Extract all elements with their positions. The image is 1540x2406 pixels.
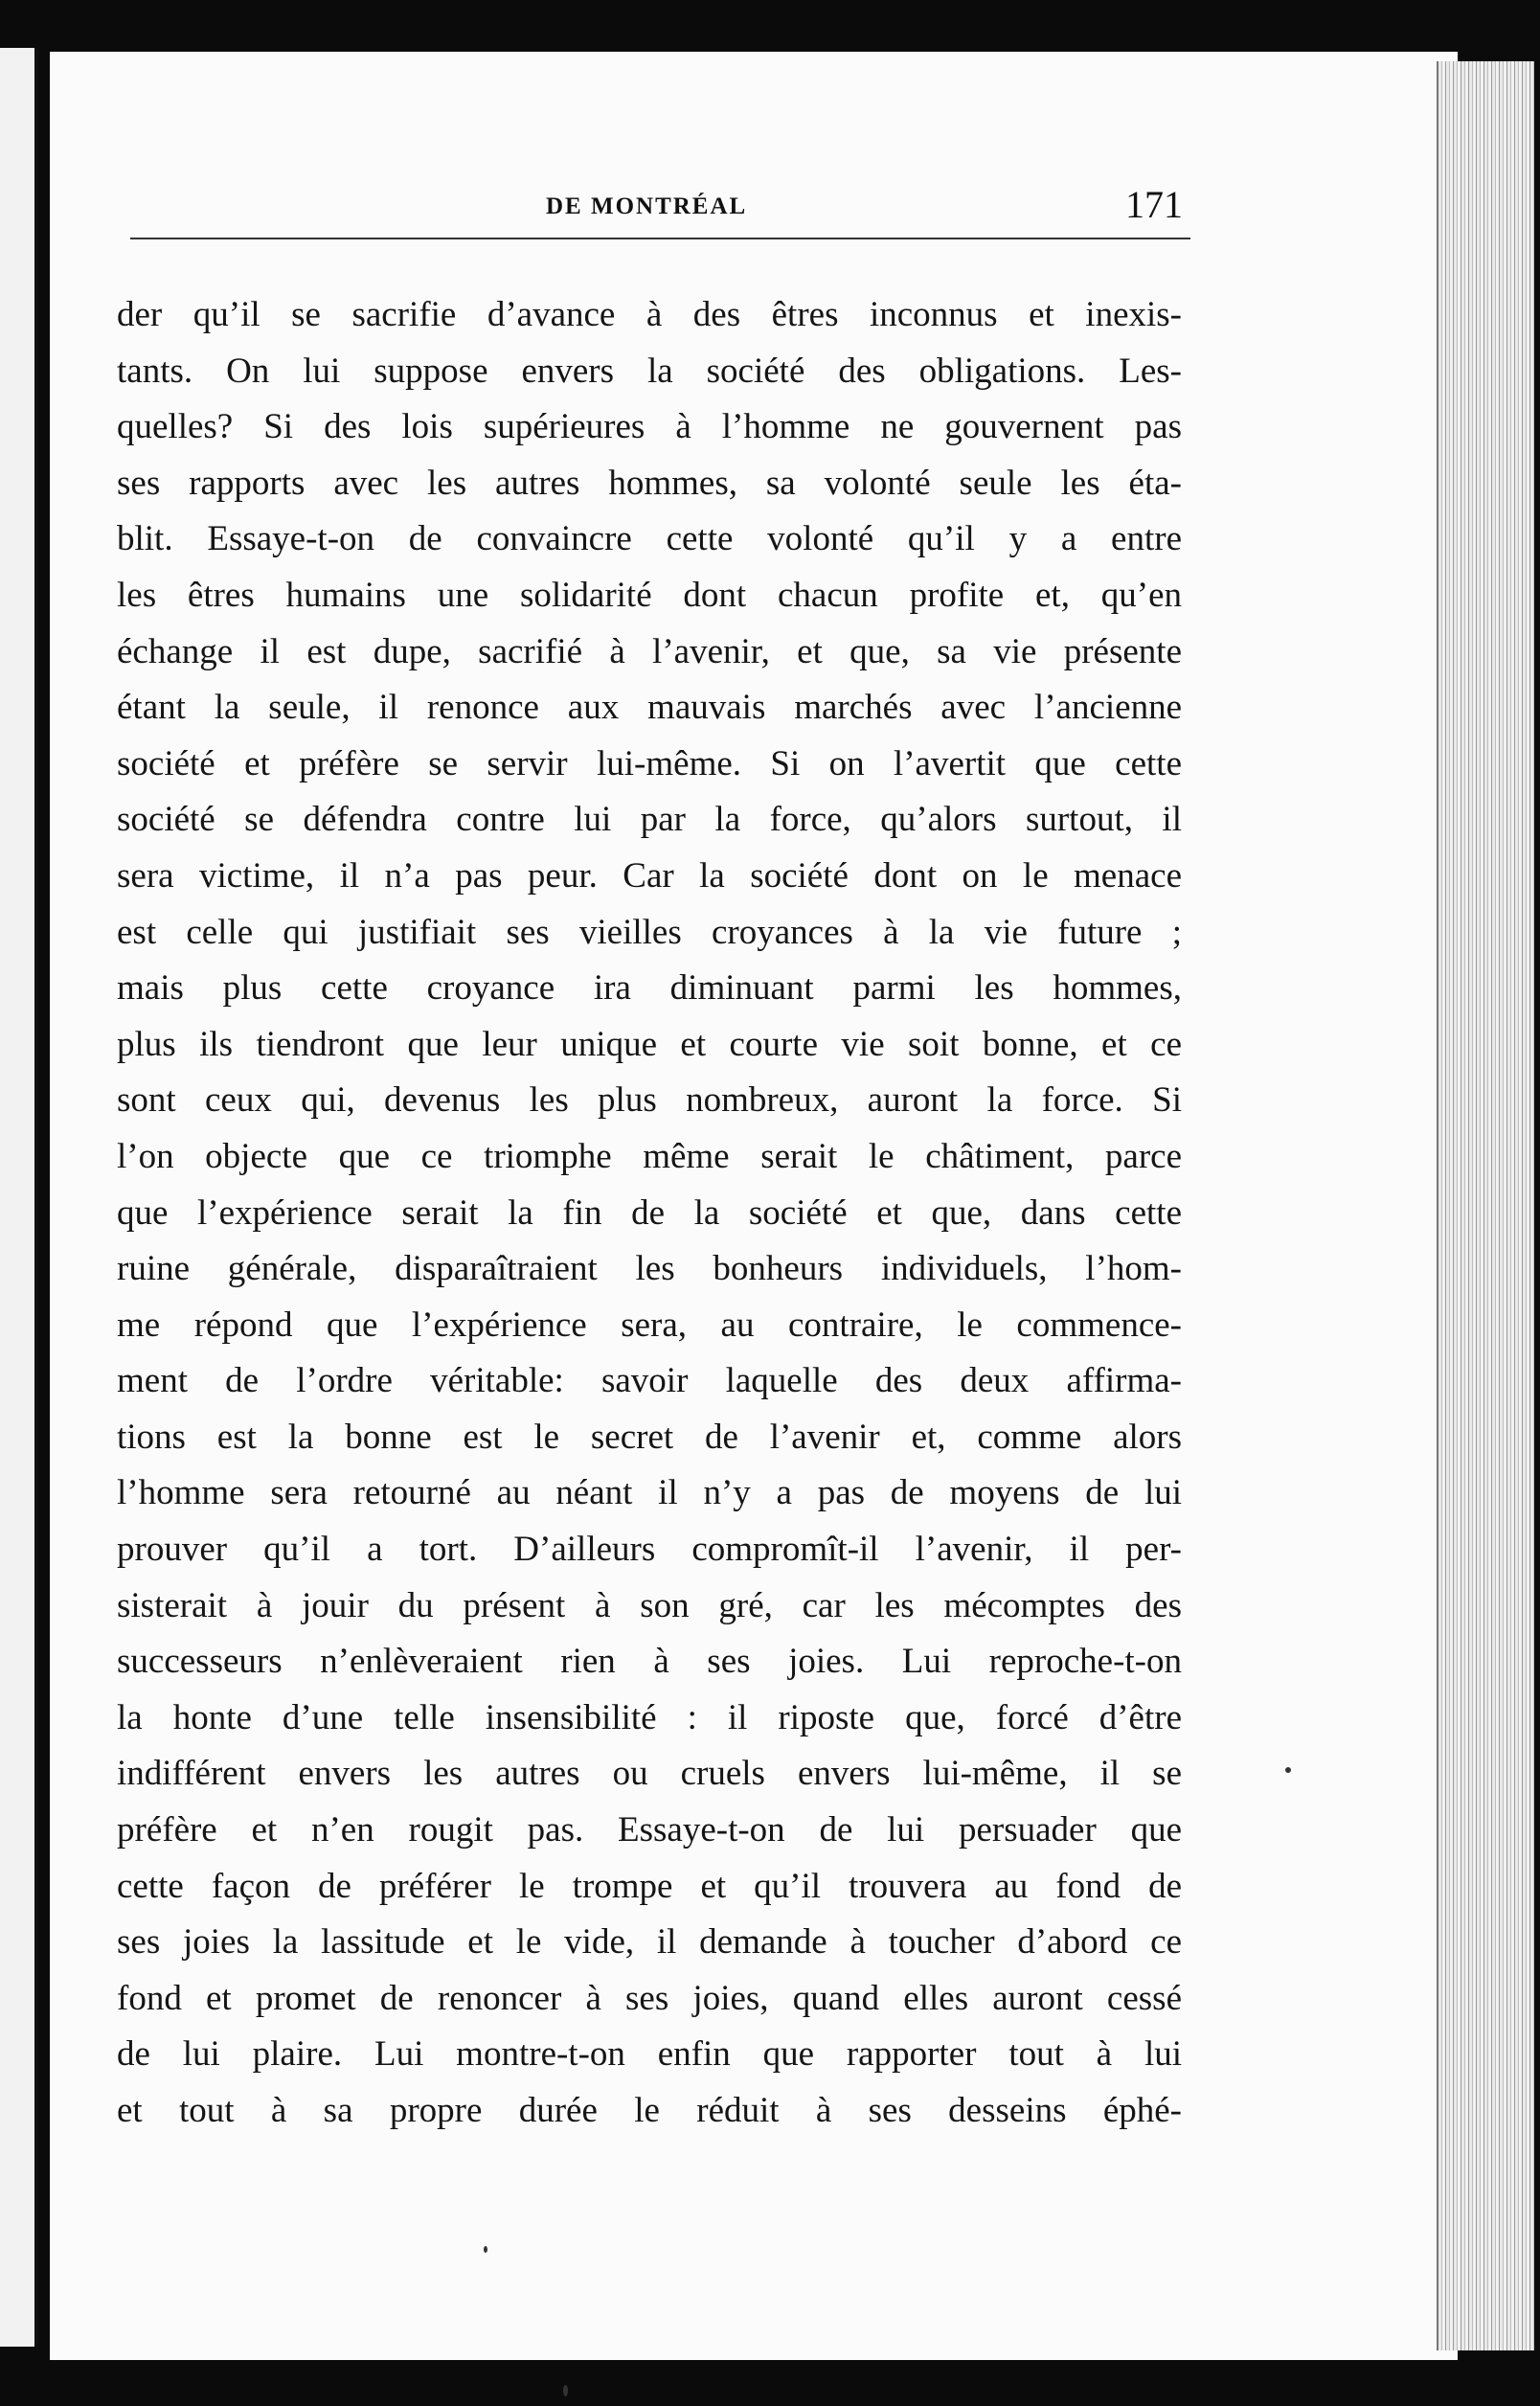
running-title: DE MONTRÉAL — [546, 193, 748, 219]
text-line: ses rapports avec les autres hommes, sa volonté seule les éta- — [117, 463, 1182, 503]
text-line: l’on objecte que ce triomphe même serait le châtiment, parce — [117, 1136, 1182, 1176]
text-line: échange il est dupe, sacrifié à l’avenir, et que, sa vie présente — [117, 631, 1182, 671]
text-line: sont ceux qui, devenus les plus nombreux, auront la force. Si — [117, 1080, 1182, 1121]
text-line: prouver qu’il a tort. D’ailleurs compromît-il l’avenir, il per- — [117, 1530, 1182, 1570]
speck — [563, 2385, 568, 2396]
text-line: tants. On lui suppose envers la société des obligations. Les- — [117, 351, 1182, 391]
text-line: société se défendra contre lui par la force, qu’alors surtout, il — [117, 800, 1182, 840]
text-line: tions est la bonne est le secret de l’avenir et, comme alors — [117, 1417, 1182, 1457]
text-line: préfère et n’en rougit pas. Essaye-t-on de lui persuader que — [117, 1810, 1182, 1850]
text-line: ruine générale, disparaîtraient les bonheurs individuels, l’hom- — [117, 1249, 1182, 1289]
text-line: ses joies la lassitude et le vide, il demande à toucher d’abord ce — [117, 1922, 1182, 1963]
text-line: mais plus cette croyance ira diminuant parmi les hommes, — [117, 968, 1182, 1009]
speck — [1285, 1767, 1291, 1773]
text-line: et tout à sa propre durée le réduit à ses desseins éphé- — [117, 2091, 1182, 2130]
text-line: l’homme sera retourné au néant il n’y a pas de moyens de lui — [117, 1473, 1182, 1513]
text-line: successeurs n’enlèveraient rien à ses joies. Lui reproche-t-on — [117, 1642, 1182, 1682]
text-line: cette façon de préférer le trompe et qu’il trouvera au fond de — [117, 1866, 1182, 1906]
text-line: fond et promet de renoncer à ses joies, quand elles auront cessé — [117, 1978, 1182, 2018]
text-line: étant la seule, il renonce aux mauvais marchés avec l’ancienne — [117, 688, 1182, 728]
text-line: est celle qui justifiait ses vieilles croyances à la vie future ; — [117, 912, 1182, 952]
body-text — [117, 287, 1182, 2140]
text-line: plus ils tiendront que leur unique et courte vie soit bonne, et ce — [117, 1024, 1182, 1064]
text-line: ment de l’ordre véritable: savoir laquelle des deux affirma- — [117, 1361, 1182, 1401]
text-line: sisterait à jouir du présent à son gré, car les mécomptes des — [117, 1585, 1182, 1625]
text-line: blit. Essaye-t-on de convaincre cette volonté qu’il y a entre — [117, 519, 1182, 559]
text-line: quelles? Si des lois supérieures à l’homme ne gouvernent pas — [117, 407, 1182, 447]
text-line: de lui plaire. Lui montre-t-on enfin que rapporter tout à lui — [117, 2034, 1182, 2075]
text-line: sera victime, il n’a pas peur. Car la société dont on le menace — [117, 855, 1182, 896]
text-line: société et préfère se servir lui-même. Si on l’avertit que cette — [117, 743, 1182, 783]
text-line: der qu’il se sacrifie d’avance à des êtres inconnus et inexis- — [117, 295, 1182, 334]
text-line: indifférent envers les autres ou cruels envers lui-même, il se — [117, 1754, 1182, 1794]
text-line: que l’expérience serait la fin de la société et que, dans cette — [117, 1192, 1182, 1233]
text-line: me répond que l’expérience sera, au contraire, le commence- — [117, 1305, 1182, 1345]
page-number: 171 — [1125, 183, 1183, 226]
header-rule — [130, 238, 1190, 239]
running-head — [134, 183, 1188, 230]
speck — [484, 2246, 487, 2253]
facing-page-edge — [0, 48, 38, 2347]
text-line: la honte d’une telle insensibilité : il riposte que, forcé d’être — [117, 1697, 1182, 1737]
page-stack-edges — [1437, 61, 1534, 2350]
text-line: les êtres humains une solidarité dont chacun profite et, qu’en — [117, 575, 1182, 615]
